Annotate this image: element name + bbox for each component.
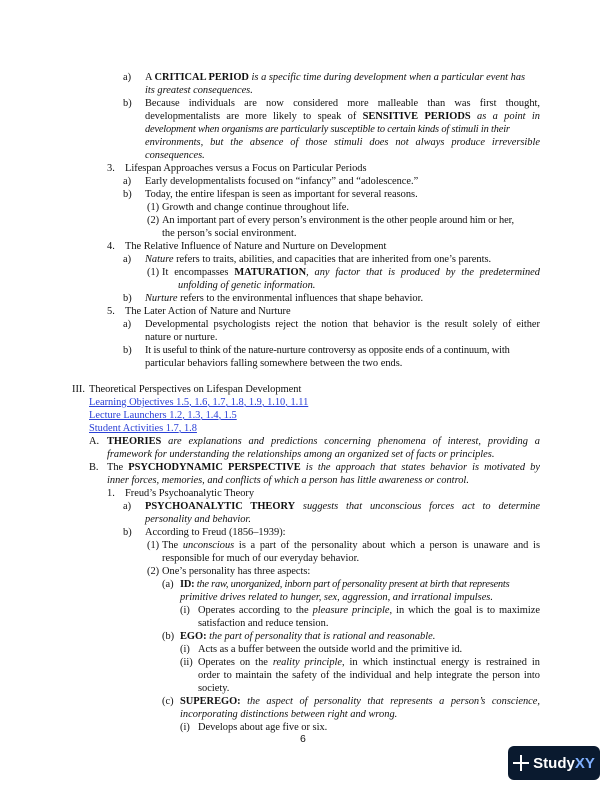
text-line: order to maintain the safety of the individual and help integrate the person into xyxy=(198,670,540,681)
list-marker: (2) xyxy=(147,566,160,577)
list-marker: a) xyxy=(123,72,132,83)
list-marker: (1) xyxy=(147,540,160,551)
link-lecture-launcher[interactable]: , 1.3 xyxy=(182,410,201,421)
text-line: THEORIES are explanations and predictions concerning phenomena of interest, providing a xyxy=(107,436,540,447)
link-student-activity[interactable]: , 1.8 xyxy=(178,423,197,434)
term-psychodynamic-perspective: PSYCHODYNAMIC PERSPECTIVE xyxy=(128,462,301,473)
link-student-activity[interactable]: Student Activities 1.7 xyxy=(89,423,179,434)
text-line: It encompasses MATURATION, any factor that is produced by the predetermined xyxy=(162,267,540,278)
item-title: Freud’s Psychoanalytic Theory xyxy=(125,488,255,499)
term-psychoanalytic-theory: PSYCHOANALYTIC THEORY xyxy=(145,501,296,512)
item-title: Lifespan Approaches versus a Focus on Particular Periods xyxy=(125,163,367,174)
text-line: incorporating distinctions between right and wrong. xyxy=(180,709,398,720)
text-line: A CRITICAL PERIOD is a specific time during development when a particular event has xyxy=(145,72,526,83)
text-line: Because individuals are now considered more malleable than was first thought, xyxy=(145,98,540,109)
section-marker: III. xyxy=(72,384,85,395)
text-line: particular behaviors falling somewhere between the two ends. xyxy=(145,358,403,369)
link-learning-objective[interactable]: , 1.6 xyxy=(189,397,208,408)
item-title: The Relative Influence of Nature and Nurture on Development xyxy=(125,241,387,252)
link-lecture-launcher[interactable]: Lecture Launchers 1.2 xyxy=(89,410,183,421)
text-line: Nature refers to traits, abilities, and capacities that are inherited from one’s parents. xyxy=(145,254,492,265)
text-line: Growth and change continue throughout life. xyxy=(162,202,349,213)
text-line: the person’s social environment. xyxy=(162,228,297,239)
list-marker: a) xyxy=(123,319,132,330)
link-lecture-launcher[interactable]: , 1.5 xyxy=(218,410,237,421)
list-marker: (i) xyxy=(180,722,190,733)
text-line: nature or nurture. xyxy=(145,332,218,343)
list-marker: (b) xyxy=(162,631,175,642)
list-marker: b) xyxy=(123,189,132,200)
list-marker: 1. xyxy=(107,488,115,499)
term-theories: THEORIES xyxy=(107,436,162,447)
learning-objectives-links xyxy=(89,397,308,410)
text-line: An important part of every person’s environment is the other people around him or her, xyxy=(162,215,514,226)
item-title: The Later Action of Nature and Nurture xyxy=(125,306,291,317)
list-marker: (1) xyxy=(147,267,160,278)
text-line: It is useful to think of the nature-nurture controversy as opposite ends of a continuum, with xyxy=(145,345,510,356)
text-line: satisfaction and reduce tension. xyxy=(198,618,329,629)
text-line: unfolding of genetic information. xyxy=(178,280,316,291)
list-marker: (i) xyxy=(180,605,190,616)
term-id: ID: xyxy=(180,579,195,590)
text-line: Acts as a buffer between the outside world and the primitive id. xyxy=(198,644,463,655)
list-marker: (i) xyxy=(180,644,190,655)
text-line: Operates on the reality principle, in which instinctual energy is restrained in xyxy=(198,657,540,668)
list-marker: (1) xyxy=(147,202,160,213)
list-marker: A. xyxy=(89,436,100,447)
link-learning-objective[interactable]: , 1.9 xyxy=(243,397,262,408)
section-title: Theoretical Perspectives on Lifespan Development xyxy=(89,384,302,395)
text-line: PSYCHOANALYTIC THEORY suggests that unconscious forces act to determine xyxy=(145,501,541,512)
page-number: 6 xyxy=(300,733,306,745)
text-line: The PSYCHODYNAMIC PERSPECTIVE is the approach that states behavior is motivated by xyxy=(107,462,540,473)
link-learning-objective[interactable]: , 1.8 xyxy=(225,397,244,408)
text-line: primitive drives related to hunger, sex, aggression, and irrational impulses. xyxy=(180,592,493,603)
list-marker: 3. xyxy=(107,163,115,174)
text-line: The unconscious is a part of the personality about which a person is unaware and is xyxy=(162,540,540,551)
link-learning-objective[interactable]: Learning Objectives 1.5 xyxy=(89,397,190,408)
list-marker: (a) xyxy=(162,579,174,590)
text-line: consequences. xyxy=(145,150,205,161)
brand-name: StudyXY xyxy=(533,754,595,772)
text-line: responsible for much of our everyday behavior. xyxy=(162,553,360,564)
text-line: Nurture refers to the environmental influences that shape behavior. xyxy=(145,293,424,304)
plus-icon xyxy=(513,755,529,771)
text-line: development when organisms are particularly susceptible to certain kinds of stimuli in their xyxy=(145,124,510,135)
list-marker: b) xyxy=(123,293,132,304)
student-activities-links xyxy=(89,423,197,436)
list-marker: 4. xyxy=(107,241,115,252)
text-line: framework for understanding the relationships among an organized set of facts or principles. xyxy=(107,449,495,460)
list-marker: b) xyxy=(123,98,132,109)
link-learning-objective[interactable]: , 1.7 xyxy=(207,397,226,408)
term-ego: EGO: xyxy=(180,631,207,642)
list-marker: a) xyxy=(123,176,132,187)
list-marker: (ii) xyxy=(180,657,193,668)
text-line: Develops about age five or six. xyxy=(198,722,328,733)
text-line: One’s personality has three aspects: xyxy=(162,566,311,577)
text-line: inner forces, memories, and conflicts of which a person has little awareness or control. xyxy=(107,475,469,486)
term-critical-period: CRITICAL PERIOD xyxy=(154,72,249,83)
text-line: According to Freud (1856–1939): xyxy=(145,527,286,538)
text-line: developmentalists are more likely to speak of SENSITIVE PERIODS as a point in xyxy=(145,111,540,122)
text-line: Operates according to the pleasure principle, in which the goal is to maximize xyxy=(198,605,541,616)
list-marker: b) xyxy=(123,527,132,538)
lecture-launchers-links xyxy=(89,410,237,423)
link-lecture-launcher[interactable]: , 1.4 xyxy=(200,410,219,421)
list-marker: a) xyxy=(123,501,132,512)
text-line: society. xyxy=(198,683,230,694)
list-marker: (c) xyxy=(162,696,174,707)
text-line: ID: the raw, unorganized, inborn part of personality present at birth that represents xyxy=(180,579,510,590)
studyxy-badge[interactable] xyxy=(508,746,600,780)
text-line: Early developmentalists focused on “infancy” and “adolescence.” xyxy=(145,176,419,187)
text-line: its greatest consequences. xyxy=(145,85,253,96)
text-line: Today, the entire lifespan is seen as important for several reasons. xyxy=(145,189,418,200)
list-marker: B. xyxy=(89,462,99,473)
text-line: environments, but the absence of those stimuli does not always produce irreversible xyxy=(145,137,540,148)
list-marker: a) xyxy=(123,254,132,265)
text-line: Developmental psychologists reject the notion that behavior is the result solely of either xyxy=(145,319,540,330)
text-line: personality and behavior. xyxy=(145,514,251,525)
list-marker: 5. xyxy=(107,306,115,317)
link-learning-objective[interactable]: , 1.11 xyxy=(285,397,309,408)
term-maturation: MATURATION xyxy=(234,267,307,278)
text-line: EGO: the part of personality that is rational and reasonable. xyxy=(180,631,436,642)
link-learning-objective[interactable]: , 1.10 xyxy=(261,397,286,408)
list-marker: b) xyxy=(123,345,132,356)
term-sensitive-periods: SENSITIVE PERIODS xyxy=(362,111,471,122)
text-line: SUPEREGO: the aspect of personality that represents a person’s conscience, xyxy=(180,696,540,707)
list-marker: (2) xyxy=(147,215,160,226)
term-superego: SUPEREGO: xyxy=(180,696,241,707)
